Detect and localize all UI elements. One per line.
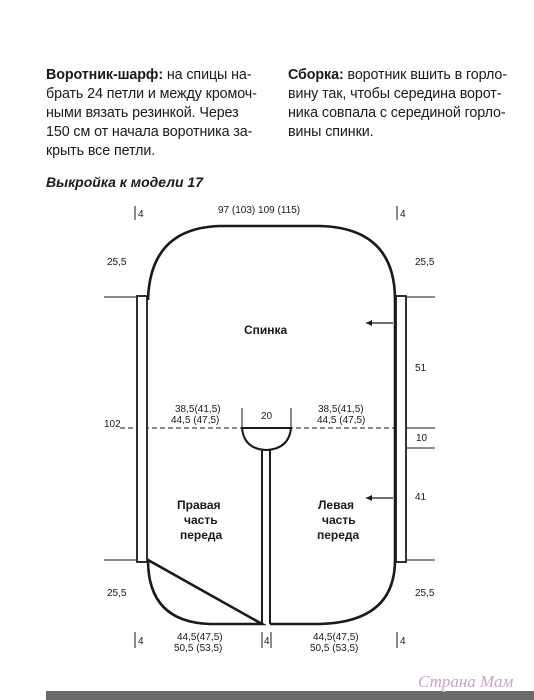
right-top-edge-label: 25,5 — [415, 257, 435, 268]
right-bottom-edge-label: 25,5 — [415, 588, 435, 599]
left-front-piece-line-2: часть — [322, 513, 356, 527]
footer-bar — [46, 691, 534, 700]
left-top-edge-label: 25,5 — [107, 257, 127, 268]
neck-width-label: 20 — [261, 411, 273, 422]
right-back-label: 51 — [415, 363, 427, 374]
right-front-piece-line-3: переда — [180, 528, 223, 542]
assembly-line-1: воротник вшить в горло- — [343, 67, 507, 83]
watermark: Страна Мам — [418, 672, 514, 691]
left-total-label: 102 — [104, 419, 121, 430]
collar-line-3: ными вязать резинкой. Через — [46, 105, 239, 121]
collar-line-4: 150 см от начала воротника за- — [46, 124, 253, 140]
bottom-right-4-label: 4 — [400, 636, 406, 647]
arrow-front-head — [366, 495, 372, 501]
arrow-back-head — [366, 320, 372, 326]
bottom-left-label-1: 44,5(47,5) — [177, 632, 223, 643]
bottom-center-4-label: 4 — [264, 636, 270, 647]
neckline-curve — [242, 428, 291, 450]
back-piece-label: Спинка — [244, 323, 288, 337]
bottom-right-label-2: 50,5 (53,5) — [310, 643, 359, 654]
bottom-right-label-1: 44,5(47,5) — [313, 632, 359, 643]
assembly-heading: Сборка: — [288, 67, 344, 83]
shoulder-left-label-2: 44,5 (47,5) — [171, 415, 220, 426]
left-front-piece-line-3: переда — [317, 528, 360, 542]
collar-heading: Воротник-шарф: — [46, 67, 163, 83]
top-left-4-label: 4 — [138, 209, 144, 220]
right-neck-label: 10 — [416, 433, 428, 444]
collar-line-1: на спицы на- — [162, 67, 252, 83]
right-edge-band — [396, 296, 406, 562]
left-edge-band — [137, 296, 147, 562]
assembly-line-4: вины спинки. — [288, 124, 374, 140]
top-right-4-label: 4 — [400, 209, 406, 220]
assembly-line-2: вину так, чтобы середина ворот- — [288, 86, 502, 102]
left-bottom-edge-label: 25,5 — [107, 588, 127, 599]
right-front-piece-line-2: часть — [184, 513, 218, 527]
shoulder-right-label-2: 44,5 (47,5) — [317, 415, 366, 426]
left-front-piece-line-1: Левая — [318, 498, 354, 512]
shoulder-left-label-1: 38,5(41,5) — [175, 404, 221, 415]
right-front-piece-line-1: Правая — [177, 498, 221, 512]
shoulder-right-label-1: 38,5(41,5) — [318, 404, 364, 415]
front-placket — [262, 449, 270, 624]
top-width-label: 97 (103) 109 (115) — [218, 205, 301, 216]
bottom-left-4-label: 4 — [138, 636, 144, 647]
bottom-left-label-2: 50,5 (53,5) — [174, 643, 223, 654]
collar-line-5: крыть все петли. — [46, 143, 156, 159]
assembly-line-3: ника совпала с серединой горло- — [288, 105, 506, 121]
collar-line-2: брать 24 петли и между кромоч- — [46, 86, 257, 102]
pattern-caption: Выкройка к модели 17 — [46, 174, 203, 190]
right-front-label: 41 — [415, 492, 427, 503]
